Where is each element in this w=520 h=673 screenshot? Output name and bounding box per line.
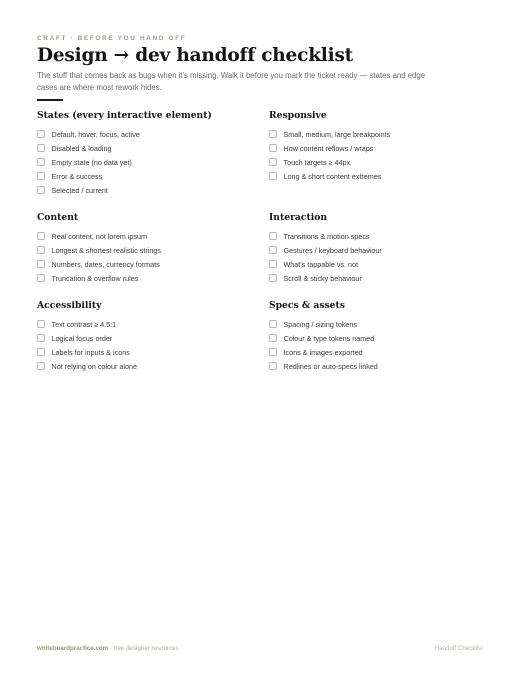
item-label: Text contrast ≥ 4.5:1 — [51, 319, 117, 329]
item-label: Selected / current — [51, 185, 108, 195]
checkbox[interactable] — [37, 144, 45, 152]
eyebrow: CRAFT · BEFORE YOU HAND OFF — [37, 35, 187, 42]
item-label: Truncation & overflow rules — [51, 273, 139, 283]
checklist-item[interactable] — [37, 183, 252, 197]
item-label: Disabled & loading — [51, 143, 112, 153]
checklist-item[interactable] — [269, 345, 484, 359]
checklist-item[interactable] — [269, 271, 484, 285]
checklist-item[interactable] — [37, 243, 252, 257]
checkbox[interactable] — [269, 320, 277, 328]
checklist-item[interactable] — [269, 127, 484, 141]
checklist-item[interactable] — [269, 317, 484, 331]
checklist-item[interactable] — [37, 331, 252, 345]
item-label: Small, medium, large breakpoints — [283, 129, 391, 139]
checkbox[interactable] — [269, 144, 277, 152]
item-label: Scroll & sticky behaviour — [283, 273, 362, 283]
item-label: Not relying on colour alone — [51, 361, 138, 371]
checkbox[interactable] — [269, 348, 277, 356]
item-label: What's tappable vs. not — [283, 259, 358, 269]
section-accessibility — [37, 300, 252, 373]
checklist-item[interactable] — [269, 257, 484, 271]
checklist-item[interactable] — [269, 141, 484, 155]
section-responsive — [269, 110, 484, 183]
checkbox[interactable] — [37, 130, 45, 138]
item-label: Redlines or auto-specs linked — [283, 361, 378, 371]
checklist-item[interactable] — [269, 229, 484, 243]
section-content — [37, 212, 252, 285]
item-label: Gestures / keyboard behaviour — [283, 245, 382, 255]
checkbox[interactable] — [37, 274, 45, 282]
page-footer — [37, 644, 483, 654]
item-label: Labels for inputs & icons — [51, 347, 130, 357]
checklist-item[interactable] — [37, 229, 252, 243]
item-label: Numbers, dates, currency formats — [51, 259, 160, 269]
item-label: Icons & images exported — [283, 347, 363, 357]
checklist-item[interactable] — [269, 155, 484, 169]
checklist-item[interactable] — [269, 243, 484, 257]
checklist-item[interactable] — [37, 141, 252, 155]
section-title: Responsive — [269, 110, 327, 121]
checkbox[interactable] — [269, 158, 277, 166]
checkbox[interactable] — [37, 260, 45, 268]
checkbox[interactable] — [37, 320, 45, 328]
checkbox[interactable] — [37, 186, 45, 194]
item-label: Touch targets ≥ 44px — [283, 157, 351, 167]
checklist-item[interactable] — [37, 359, 252, 373]
checkbox[interactable] — [269, 274, 277, 282]
checkbox[interactable] — [37, 158, 45, 166]
checklist-item[interactable] — [37, 271, 252, 285]
checklist-item[interactable] — [269, 169, 484, 183]
item-label: Empty state (no data yet) — [51, 157, 132, 167]
checkbox[interactable] — [269, 232, 277, 240]
title-rule — [37, 99, 63, 101]
item-label: Error & success — [51, 171, 103, 181]
checkbox[interactable] — [269, 362, 277, 370]
item-label: Logical focus order — [51, 333, 113, 343]
footer-doc-name: Handoff Checklist — [434, 645, 483, 652]
checkbox[interactable] — [269, 130, 277, 138]
checkbox[interactable] — [37, 362, 45, 370]
checklist-item[interactable] — [269, 359, 484, 373]
section-title: Content — [37, 212, 79, 223]
item-label: Real content, not lorem ipsum — [51, 231, 147, 241]
checkbox[interactable] — [269, 246, 277, 254]
footer-site-link[interactable]: whiteboardpractice.com — [37, 645, 109, 652]
item-label: Transitions & motion specs — [283, 231, 370, 241]
checklist-item[interactable] — [37, 257, 252, 271]
section-interaction — [269, 212, 484, 285]
section-states — [37, 110, 252, 197]
section-title: Interaction — [269, 212, 327, 223]
checklist-item[interactable] — [37, 169, 252, 183]
item-label: Longest & shortest realistic strings — [51, 245, 161, 255]
section-title: Accessibility — [37, 300, 102, 311]
page-title: Design → dev handoff checklist — [37, 45, 354, 66]
checkbox[interactable] — [37, 246, 45, 254]
checkbox[interactable] — [37, 334, 45, 342]
section-specs-assets — [269, 300, 484, 373]
section-title: States (every interactive element) — [37, 110, 212, 121]
checklist-item[interactable] — [37, 317, 252, 331]
checkbox[interactable] — [37, 232, 45, 240]
checklist-item[interactable] — [269, 331, 484, 345]
checklist-page — [37, 34, 483, 371]
intro-text: The stuff that comes back as bugs when it's missing. Walk it before you mark the ticket ready — states and edge cases are where most rework hides. — [37, 71, 426, 92]
checklist-item[interactable] — [37, 155, 252, 169]
section-title: Specs & assets — [269, 300, 345, 311]
item-label: Long & short content extremes — [283, 171, 382, 181]
checkbox[interactable] — [37, 348, 45, 356]
item-label: Default, hover, focus, active — [51, 129, 140, 139]
item-label: Spacing / sizing tokens — [283, 319, 358, 329]
checklist-item[interactable] — [37, 345, 252, 359]
item-label: Colour & type tokens named — [283, 333, 375, 343]
checkbox[interactable] — [269, 172, 277, 180]
footer-tagline: · free designer resources — [109, 645, 179, 652]
checkbox[interactable] — [37, 172, 45, 180]
checklist-item[interactable] — [37, 127, 252, 141]
checkbox[interactable] — [269, 334, 277, 342]
item-label: How content reflows / wraps — [283, 143, 374, 153]
checkbox[interactable] — [269, 260, 277, 268]
